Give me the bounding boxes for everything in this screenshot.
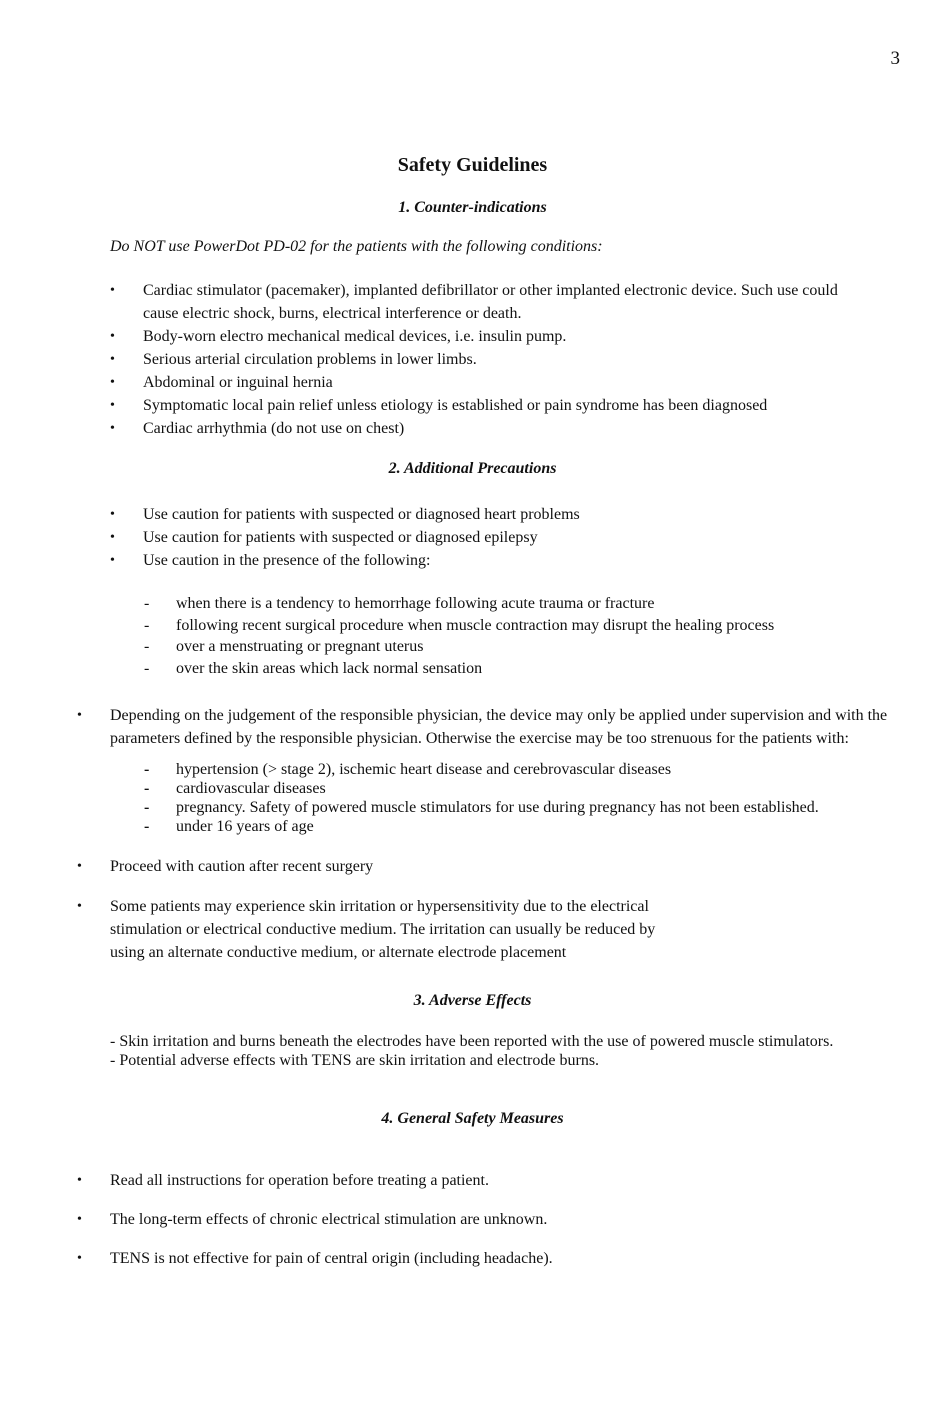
bullet-mark: •	[110, 283, 115, 298]
list-item-text: under 16 years of age	[176, 818, 314, 835]
list-item-text: cardiovascular diseases	[176, 780, 326, 797]
adverse-effects-text	[110, 1032, 833, 1070]
list-item	[110, 348, 843, 371]
irritation-line: using an alternate conductive medium, or alternate electrode placement	[110, 944, 567, 961]
list-item-text: Serious arterial circulation problems in lower limbs.	[143, 351, 477, 368]
list-item	[144, 798, 896, 817]
list-item-text: Abdominal or inguinal hernia	[143, 374, 333, 391]
list-item	[110, 526, 863, 549]
list-item-text: Cardiac arrhythmia (do not use on chest)	[143, 420, 405, 437]
list-item	[77, 1247, 910, 1270]
list-item	[144, 779, 896, 798]
surgery-item	[77, 855, 910, 878]
dash-mark: -	[144, 616, 150, 634]
dash-mark: -	[144, 638, 150, 655]
list-item-text: when there is a tendency to hemorrhage following acute trauma or fracture	[176, 595, 655, 612]
bullet-mark: •	[77, 1173, 82, 1188]
dash-mark: -	[144, 818, 150, 835]
counter-indications-intro: Do NOT use PowerDot PD-02 for the patients with the following conditions:	[110, 238, 603, 255]
list-item-text: Proceed with caution after recent surgery	[110, 858, 374, 875]
bullet-mark: •	[110, 553, 115, 568]
list-item	[77, 1169, 910, 1192]
adverse-line: - Potential adverse effects with TENS are skin irritation and electrode burns.	[110, 1052, 600, 1069]
bullet-mark: •	[77, 1251, 82, 1266]
list-item-text: following recent surgical procedure when muscle contraction may disrupt the healing process	[176, 616, 775, 634]
bullet-mark: •	[110, 352, 115, 367]
list-item	[110, 279, 843, 325]
list-item-text: Read all instructions for operation before treating a patient.	[110, 1172, 489, 1189]
bullet-mark: •	[77, 708, 82, 723]
list-item	[144, 615, 896, 637]
list-item-text: TENS is not effective for pain of central origin (including headache).	[110, 1250, 553, 1267]
list-item	[144, 760, 896, 779]
section-heading-counter-indications: 1. Counter-indications	[398, 199, 547, 216]
list-item	[144, 636, 896, 658]
bullet-mark: •	[110, 507, 115, 522]
list-item	[144, 658, 896, 680]
list-item-text: Use caution for patients with suspected or diagnosed heart problems	[143, 506, 580, 523]
list-item-text: Depending on the judgement of the responsible physician, the device may only be applied under supervision and with the parameters defined by the responsible physician. Otherwise the exercise may be too strenuous for the patients with:	[110, 707, 888, 747]
precautions-list	[110, 503, 863, 572]
irritation-line: stimulation or electrical conductive medium. The irritation can usually be reduced by	[110, 921, 656, 938]
physician-sub-list	[144, 760, 896, 836]
page-number: 3	[890, 48, 900, 69]
dash-mark: -	[144, 799, 150, 816]
dash-mark: -	[144, 761, 150, 778]
bullet-mark: •	[110, 421, 115, 436]
list-item-text: pregnancy. Safety of powered muscle stimulators for use during pregnancy has not been established.	[176, 799, 819, 816]
list-item-text: Cardiac stimulator (pacemaker), implanted defibrillator or other implanted electronic device. Such use could cause electric shock, burns, electrical interference or death.	[143, 282, 838, 322]
bullet-mark: •	[110, 329, 115, 344]
list-item-text: The long-term effects of chronic electrical stimulation are unknown.	[110, 1211, 548, 1228]
list-item	[110, 325, 843, 348]
dash-mark: -	[144, 659, 150, 677]
list-item	[77, 855, 910, 878]
bullet-mark: •	[110, 530, 115, 545]
list-item	[77, 895, 910, 964]
list-item	[110, 371, 843, 394]
list-item-text: over the skin areas which lack normal sensation	[176, 659, 483, 677]
list-item	[110, 394, 843, 417]
list-item	[144, 593, 896, 615]
counter-indications-list	[110, 279, 843, 440]
list-item	[110, 549, 863, 572]
bullet-mark: •	[77, 899, 82, 914]
list-item-text: Use caution in the presence of the following:	[143, 552, 431, 569]
list-item	[77, 704, 910, 750]
irritation-line: Some patients may experience skin irritation or hypersensitivity due to the electrical	[110, 898, 649, 915]
page-title: Safety Guidelines	[397, 154, 548, 176]
dash-mark: -	[144, 595, 150, 612]
section-heading-general-safety: 4. General Safety Measures	[381, 1110, 564, 1127]
section-heading-adverse-effects: 3. Adverse Effects	[413, 992, 532, 1009]
precautions-sub-list	[144, 593, 896, 679]
irritation-item	[77, 895, 910, 964]
list-item	[77, 1208, 910, 1231]
section-heading-additional-precautions: 2. Additional Precautions	[388, 460, 557, 477]
list-item-text: Body-worn electro mechanical medical devices, i.e. insulin pump.	[143, 328, 567, 345]
list-item-text: Symptomatic local pain relief unless etiology is established or pain syndrome has been diagnosed	[143, 397, 768, 414]
list-item-text: hypertension (> stage 2), ischemic heart disease and cerebrovascular diseases	[176, 761, 672, 778]
bullet-mark: •	[110, 375, 115, 390]
list-item	[110, 417, 843, 440]
list-item-text: over a menstruating or pregnant uterus	[176, 638, 424, 655]
adverse-line: - Skin irritation and burns beneath the electrodes have been reported with the use of powered muscle stimulators.	[110, 1033, 834, 1050]
physician-item	[77, 704, 910, 750]
general-safety-list	[77, 1169, 910, 1270]
list-item-text: Use caution for patients with suspected or diagnosed epilepsy	[143, 529, 538, 546]
bullet-mark: •	[77, 1212, 82, 1227]
list-item	[144, 817, 896, 836]
bullet-mark: •	[77, 859, 82, 874]
bullet-mark: •	[110, 398, 115, 413]
list-item	[110, 503, 863, 526]
dash-mark: -	[144, 780, 150, 797]
